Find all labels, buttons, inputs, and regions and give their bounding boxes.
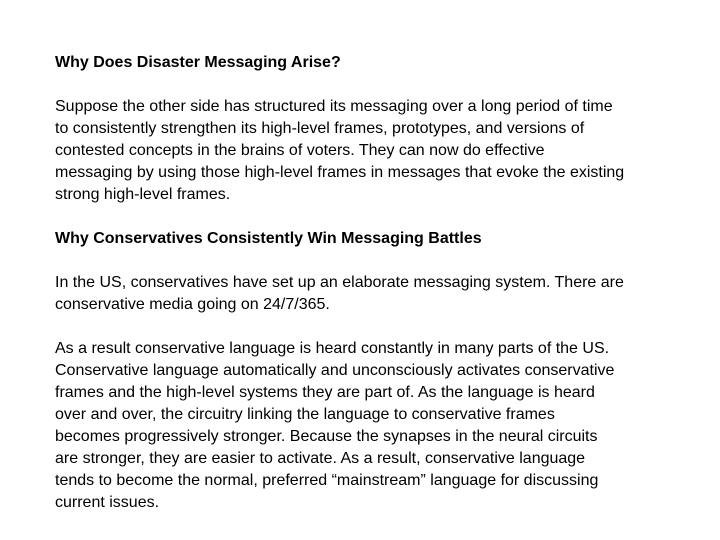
heading-disaster-messaging: Why Does Disaster Messaging Arise? bbox=[55, 54, 341, 71]
spacer bbox=[55, 74, 705, 96]
paragraph-messaging-system bbox=[55, 272, 705, 316]
paragraph-conservative-language bbox=[55, 338, 705, 514]
spacer bbox=[55, 206, 705, 228]
text-line: tends to become the normal, preferred “mainstream” language for discussing bbox=[55, 472, 599, 489]
heading-conservatives-win: Why Conservatives Consistently Win Messaging Battles bbox=[55, 230, 482, 247]
text-line: As a result conservative language is heard constantly in many parts of the US. bbox=[55, 340, 610, 357]
text-line: are stronger, they are easier to activate. As a result, conservative language bbox=[55, 450, 586, 467]
slide-content bbox=[55, 52, 705, 514]
text-line: In the US, conservatives have set up an elaborate messaging system. There are bbox=[55, 274, 624, 291]
spacer bbox=[55, 316, 705, 338]
spacer bbox=[55, 250, 705, 272]
text-line: Suppose the other side has structured its messaging over a long period of time bbox=[55, 98, 613, 115]
text-line: contested concepts in the brains of voters. They can now do effective bbox=[55, 142, 545, 159]
paragraph-disaster-messaging bbox=[55, 96, 705, 206]
text-line: messaging by using those high-level frames in messages that evoke the existing bbox=[55, 164, 625, 181]
text-line: over and over, the circuitry linking the language to conservative frames bbox=[55, 406, 555, 423]
text-line: Conservative language automatically and unconsciously activates conservative bbox=[55, 362, 615, 379]
text-line: conservative media going on 24/7/365. bbox=[55, 296, 330, 313]
text-line: becomes progressively stronger. Because the synapses in the neural circuits bbox=[55, 428, 598, 445]
text-line: to consistently strengthen its high-level frames, prototypes, and versions of bbox=[55, 120, 585, 137]
text-line: strong high-level frames. bbox=[55, 186, 231, 203]
text-line: frames and the high-level systems they are part of. As the language is heard bbox=[55, 384, 595, 401]
text-line: current issues. bbox=[55, 494, 160, 511]
